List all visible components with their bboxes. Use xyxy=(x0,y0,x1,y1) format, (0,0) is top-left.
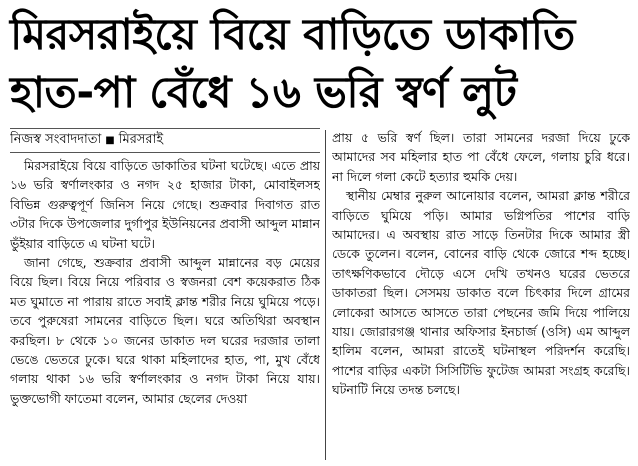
headline-line-1: মিরসরাইয়ে বিয়ে বাড়িতে ডাকাতি xyxy=(10,10,575,60)
article-column-left xyxy=(10,128,320,462)
byline-location: মিরসরাই xyxy=(118,132,164,147)
column-divider xyxy=(325,130,326,460)
headline-line-2: হাত-পা বেঁধে ১৬ ভরি স্বর্ণ লুট xyxy=(10,68,517,118)
headline xyxy=(10,6,630,122)
article-paragraph: জানা গেছে, শুক্রবার প্রবাসী আব্দুল মান্নানের বড় মেয়ের বিয়ে ছিল। বিয়ে নিয়ে পরিবার ও স্বজনরা বেশ কয়েকরাত ঠিক মত ঘুমাতে না পারায় রাতে সবাই ক্লান্ত শরীর নিয়ে ঘুমিয়ে পড়ে। তবে পুরুষেরা সামনের বাড়িতে ছিল। ঘরে অতিথিরা অবস্থান করছিল। ৮ থেকে ১০ জনের ডাকাত দল ঘরের দরজার তালা ভেঙে ভেতরে ঢুকে। ঘরে থাকা মহিলাদের হাত, পা, মুখ বেঁধে গলায় থাকা ১৬ ভরি স্বর্ণালংকার ও নগদ টাকা নিয়ে যায়। ভুক্তভোগী ফাতেমা বলেন, আমার ছেলের দেওয়া xyxy=(10,255,320,406)
article-paragraph: প্রায় ৫ ভরি স্বর্ণ ছিল। তারা সামনের দরজা দিয়ে ঢুকে আমাদের সব মহিলার হাত পা বেঁধে ফেলে, গলায় চুরি ধরে। না দিলে গলা কেটে হত্যার হুমকি দেয়। xyxy=(332,130,630,184)
article-paragraph: মিরসরাইয়ে বিয়ে বাড়িতে ডাকাতির ঘটনা ঘটেছে। এতে প্রায় ১৬ ভরি স্বর্ণালংকার ও নগদ ২৫ হাজার টাকা, মোবাইলসহ বিভিন্ন গুরুত্বপূর্ণ জিনিস নিয়ে গেছে। শুক্রবার দিবাগত রাত ৩টার দিকে উপজেলার দুর্গাপুর ইউনিয়নের প্রবাসী আব্দুল মান্নান ভুঁইয়ার বাড়িতে এ ঘটনা ঘটে। xyxy=(10,158,320,251)
square-bullet-icon: ■ xyxy=(105,135,115,146)
byline-author: নিজস্ব সংবাদদাতা xyxy=(10,132,102,147)
article-column-right xyxy=(332,128,630,462)
article-paragraph: স্থানীয় মেম্বার নুরুল আনোয়ার বলেন, আমরা ক্লান্ত শরীরে বাড়িতে ঘুমিয়ে পড়ি। আমার ভগ্নিপতির পাশের বাড়ি আমাদের। এ অবস্থায় রাত সাড়ে তিনটার দিকে আমার স্ত্রী ডেকে তুলেন। বলেন, বোনের বাড়ি থেকে জোরে শব্দ হচ্ছে। তাৎক্ষণিকভাবে দৌড়ে এসে দেখি তখনও ঘরের ভেতরে ডাকাতরা ছিল। সেসময় ডাকাত বলে চিৎকার দিলে গ্রামের লোকেরা আসতে আসতে তারা পেছনের জমি দিয়ে পালিয়ে যায়। জোরারগঞ্জ থানার অফিসার ইনচার্জ (ওসি) এম আব্দুল হালিম বলেন, আমরা রাতেই ঘটনাস্থল পরিদর্শন করেছি। পাশের বাড়ির একটা সিসিটিভি ফুটেজ আমরা সংগ্রহ করেছি। ঘটনাটি নিয়ে তদন্ত চলছে। xyxy=(332,188,630,398)
byline xyxy=(10,128,320,153)
